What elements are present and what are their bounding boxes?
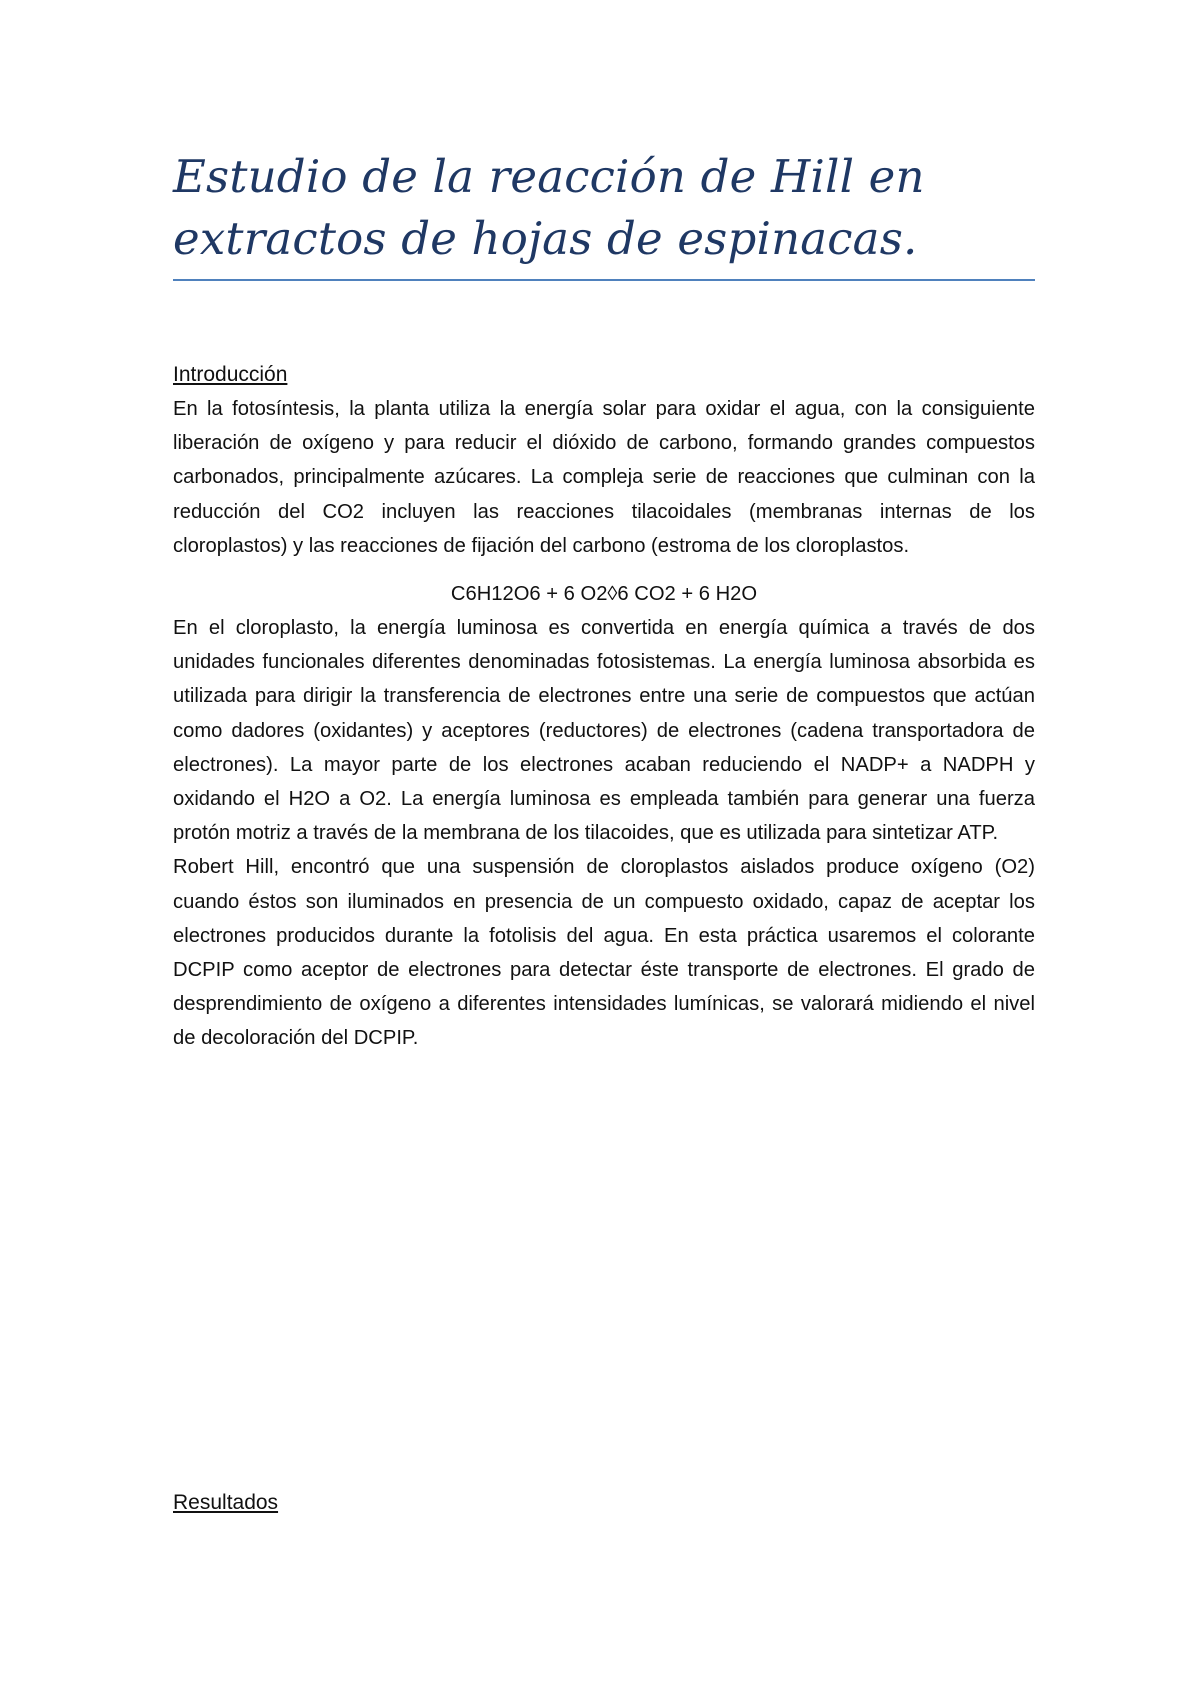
results-heading: Resultados bbox=[173, 1491, 279, 1514]
title-block bbox=[173, 146, 1035, 281]
introduction-paragraph-1: En la fotosíntesis, la planta utiliza la energía solar para oxidar el agua, con la consiguiente liberación de oxígeno y para reducir el dióxido de carbono, formando grandes compuestos carbonados, principalmente azúcares. La compleja serie de reacciones que culminan con la reducción del CO2 incluyen las reacciones tilacoidales (membranas internas de los cloroplastos) y las reacciones de fijación del carbono (estroma de los cloroplastos. bbox=[173, 398, 1035, 557]
introduction-heading: Introducción bbox=[173, 363, 288, 386]
title-underline-rule bbox=[173, 279, 1035, 281]
introduction-paragraph-3: Robert Hill, encontró que una suspensión de cloroplastos aislados produce oxígeno (O2) cuando éstos son iluminados en presencia de un compuesto oxidado, capaz de aceptar los electrones producidos durante la fotolisis del agua. En esta práctica usaremos el colorante DCPIP como aceptor de electrones para detectar éste transporte de electrones. El grado de desprendimiento de oxígeno a diferentes intensidades lumínicas, se valorará midiendo el nivel de decoloración del DCPIP. bbox=[173, 856, 1035, 1050]
introduction-section bbox=[173, 358, 1035, 1056]
introduction-paragraph-2: En el cloroplasto, la energía luminosa es convertida en energía química a través de dos unidades funcionales diferentes denominadas fotosistemas. La energía luminosa absorbida es utilizada para dirigir la transferencia de electrones entre una serie de compuestos que actúan como dadores (oxidantes) y aceptores (reductores) de electrones (cadena transportadora de electrones). La mayor parte de los electrones acaban reduciendo el NADP+ a NADPH y oxidando el H2O a O2. La energía luminosa es empleada también para generar una fuerza protón motriz a través de la membrana de los tilacoides, que es utilizada para sintetizar ATP. bbox=[173, 617, 1035, 845]
photosynthesis-formula: C6H12O6 + 6 O2◊6 CO2 + 6 H2O bbox=[450, 583, 758, 606]
document-title: Estudio de la reacción de Hill en extractos de hojas de espinacas. bbox=[173, 150, 925, 265]
